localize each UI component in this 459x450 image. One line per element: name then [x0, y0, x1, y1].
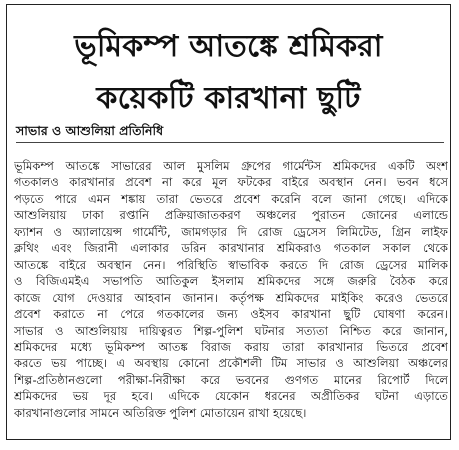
body-line: কাজে যোগ দেওয়ার আহবান জানান। কর্তৃপক্ষ শ্রমিকদের মাইকিং করেও ভেতরে — [14, 290, 448, 305]
byline-divider — [16, 142, 444, 143]
byline: সাভার ও আশুলিয়া প্রতিনিধি — [16, 123, 164, 138]
body-line: ফ্যাশন ও অ্যালায়েন্স গার্মেন্টি, জামগড়ার দি রোজ ড্রেসেস লিমিটেড, গ্রিন লাইফ — [14, 224, 448, 239]
body-line: গতকালও কারখানার প্রবেশ না করে মূল ফটকের বাইরে অবস্থান নেন। ভবন ধসে — [14, 175, 448, 190]
body-line: করতে ভয় পাচ্ছে। এ অবস্থায় কোনো প্রকৌশলী টিম সাভার ও আশুলিয়া অঞ্চলের — [14, 356, 448, 371]
body-line: ভূমিকম্প আতঙ্কে সাভারের আল মুসলিম গ্রুপের গার্মেন্টস শ্রমিকদের একটি অংশ — [14, 159, 448, 173]
body-line: প্রবেশ করাতে না পেরে গতকালের জন্য ওইসব কারখানা ছুটি ঘোষণা করেন। — [14, 307, 448, 322]
body-line: পড়তে পারে এমন শঙ্কায় তারা ভেতরে প্রবেশ করেনি বলে জানা গেছে। এদিকে — [14, 191, 448, 206]
body-line: আশুলিয়ায় ঢাকা রপ্তানি প্রক্রিয়াজাতকরণ অঞ্চলের পুরাতন জোনের এলান্ডে — [14, 208, 448, 223]
body-line: ক্লথিং এবং জিরানী এলাকার ডরিন কারখানার শ্রমিকরাও গতকাল সকাল থেকে — [14, 241, 448, 256]
body-line: ও বিজিএমইএ সভাপতি আতিকুল ইসলাম শ্রমিকদের সঙ্গে জরুরি বৈঠক করে — [14, 274, 448, 289]
body-line: সাভার ও আশুলিয়ায় দায়িত্বরত শিল্প-পুলিশ ঘটনার সত্যতা নিশ্চিত করে জানান, — [14, 323, 448, 338]
article-body — [14, 158, 448, 421]
body-line: কারখানাগুলোর সামনে অতিরিক্ত পুলিশ মোতায়েন রাখা হয়েছে। — [14, 405, 307, 420]
headline-line-2: কয়েকটি কারখানা ছুটি — [96, 81, 361, 116]
body-line: শ্রমিকদের মধ্যে ভূমিকম্প আতঙ্ক বিরাজ করায় তারা কারখানার ভিতরে প্রবেশ — [14, 339, 448, 354]
body-line: শিল্প-প্রতিষ্ঠানগুলো পরীক্ষা-নিরীক্ষা করে ভবনের গুণগত মানের রিপোর্ট দিলে — [14, 372, 448, 387]
headline-line-1: ভূমিকম্প আতঙ্কে শ্রমিকরা — [74, 29, 383, 64]
body-line: শ্রমিকদের ভয় দূর হবে। এদিকে যেকোন ধরনের অপ্রীতিকর ঘটনা এড়াতে — [14, 389, 448, 404]
body-line: আতঙ্কে বাইরে অবস্থান নেন। পরিস্থিতি স্বাভাবিক করতে দি রোজ ড্রেসের মালিক — [14, 257, 448, 272]
